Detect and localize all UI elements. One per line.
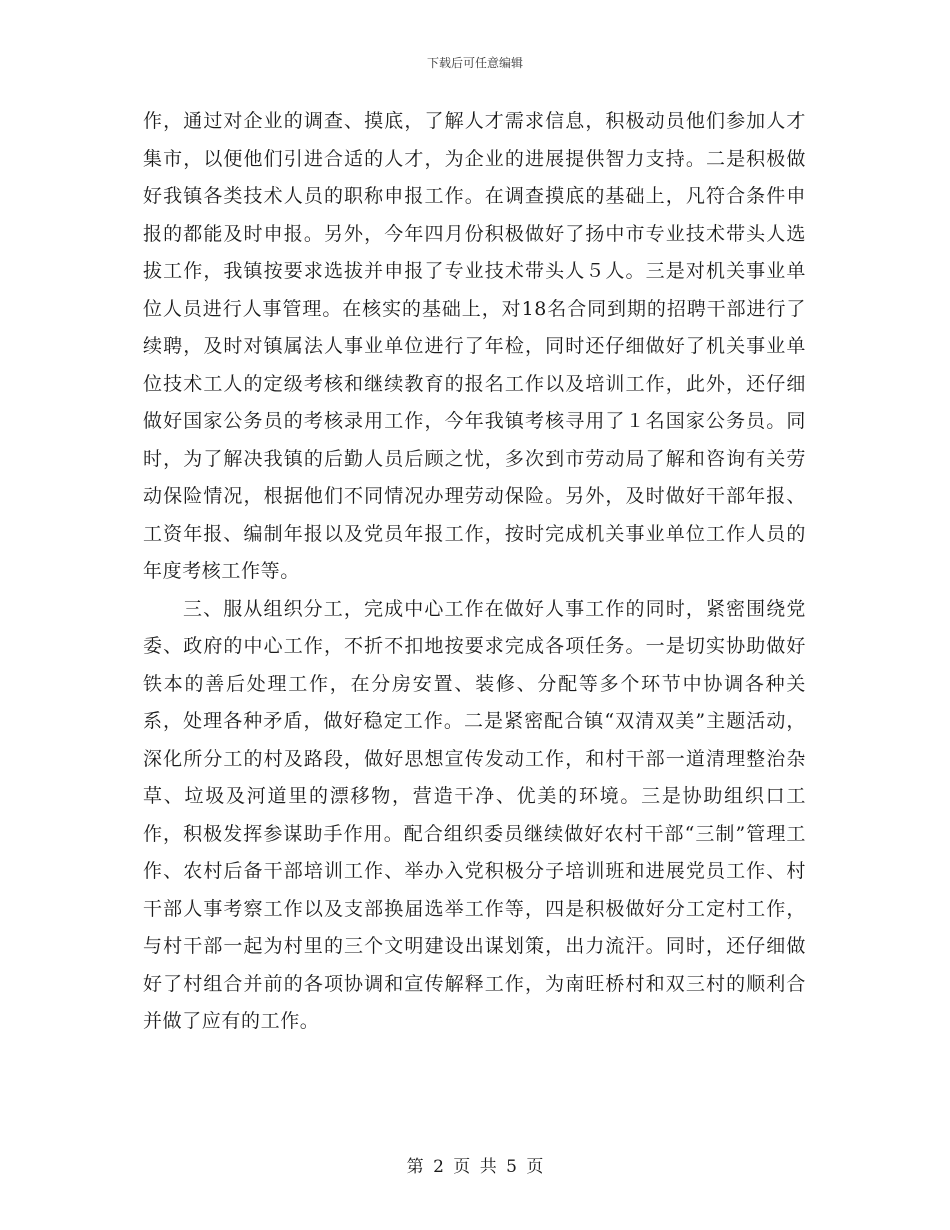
page-header: 下载后可任意编辑: [426, 56, 523, 70]
document-body: [143, 103, 806, 1041]
body-paragraph-section-three: 三、服从组织分工，完成中心工作在做好人事工作的同时，紧密围绕党委、政府的中心工作，不折不扣地按要求完成各项任务。一是切实协助做好铁本的善后处理工作，在分房安置、装修、分配等多个环节中协调各种关系，处理各种矛盾，做好稳定工作。二是紧密配合镇“双清双美”主题活动，深化所分工的村及路段，做好思想宣传发动工作，和村干部一道清理整治杂草、垃圾及河道里的漂移物，营造干净、优美的环境。三是协助组织口工作，积极发挥参谋助手作用。配合组织委员继续做好农村干部“三制”管理工作、农村后备干部培训工作、举办入党积极分子培训班和进展党员工作、村干部人事考察工作以及支部换届选举工作等，四是积极做好分工定村工作，与村干部一起为村里的三个文明建设出谋划策，出力流汗。同时，还仔细做好了村组合并前的各项协调和宣传解释工作，为南旺桥村和双三村的顺利合并做了应有的工作。: [143, 597, 806, 1032]
page-number-footer: 第 2 页 共 5 页: [406, 1157, 544, 1177]
body-paragraph-continuation: 作，通过对企业的调查、摸底，了解人才需求信息，积极动员他们参加人才集市，以便他们引进合适的人才，为企业的进展提供智力支持。二是积极做好我镇各类技术人员的职称申报工作。在调查摸底的基础上，凡符合条件申报的都能及时申报。另外，今年四月份积极做好了扬中市专业技术带头人选拔工作，我镇按要求选拔并申报了专业技术带头人５人。三是对机关事业单位人员进行人事管理。在核实的基础上，对18名合同到期的招聘干部进行了续聘，及时对镇属法人事业单位进行了年检，同时还仔细做好了机关事业单位技术工人的定级考核和继续教育的报名工作以及培训工作，此外，还仔细做好国家公务员的考核录用工作，今年我镇考核寻用了１名国家公务员。同时，为了解决我镇的后勤人员后顾之忧，多次到市劳动局了解和咨询有关劳动保险情况，根据他们不同情况办理劳动保险。另外，及时做好干部年报、工资年报、编制年报以及党员年报工作，按时完成机关事业单位工作人员的年度考核工作等。: [143, 110, 806, 582]
